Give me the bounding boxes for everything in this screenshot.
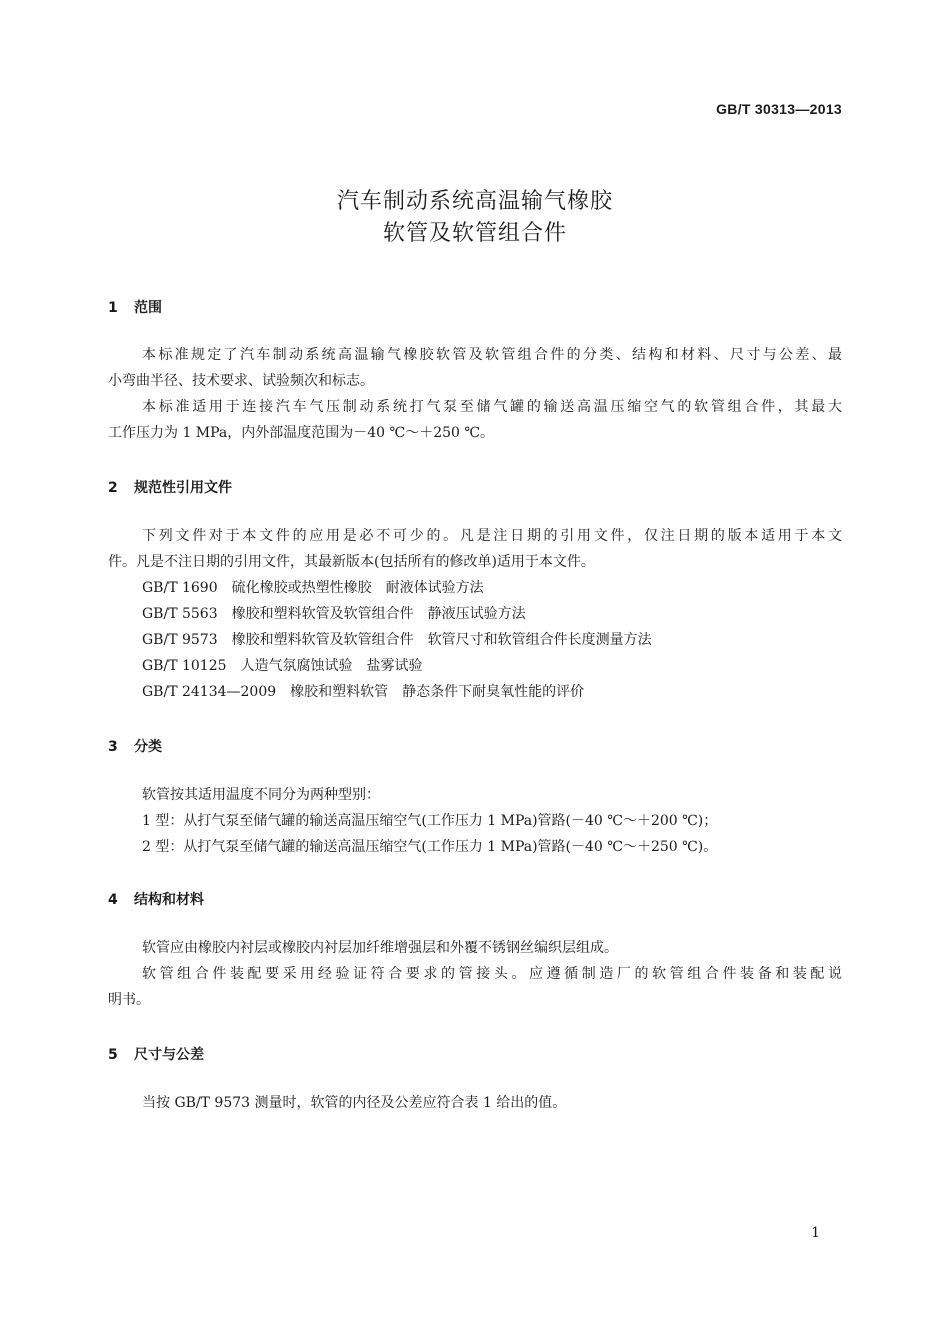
reference-title: 橡胶和塑料软管及软管组合件 静液压试验方法 xyxy=(231,606,526,622)
section-title: 规范性引用文件 xyxy=(134,480,232,496)
paragraph-line: 明书。 xyxy=(108,992,150,1008)
reference-code: GB/T 9573 xyxy=(142,632,218,648)
section-number: 2 xyxy=(108,480,118,496)
paragraph-line: 本标准适用于连接汽车气压制动系统打气泵至储气罐的输送高温压缩空气的软管组合件，其最大 xyxy=(142,399,842,415)
type-2-item: 2 型：从打气泵至储气罐的输送高温压缩空气(工作压力 1 MPa)管路(－40 ℃～＋250 ℃)。 xyxy=(142,839,718,855)
section-title: 分类 xyxy=(134,739,162,755)
section-number: 3 xyxy=(108,739,118,755)
reference-item xyxy=(142,605,526,623)
reference-title: 硫化橡胶或热塑性橡胶 耐液体试验方法 xyxy=(231,580,484,596)
section-2-heading xyxy=(108,477,232,497)
reference-code: GB/T 1690 xyxy=(142,580,218,596)
reference-item xyxy=(142,579,484,597)
page-number: 1 xyxy=(811,1225,820,1241)
section-title: 尺寸与公差 xyxy=(134,1047,204,1063)
type-1-item: 1 型：从打气泵至储气罐的输送高温压缩空气(工作压力 1 MPa)管路(－40 ℃～＋200 ℃)； xyxy=(142,813,718,829)
section-title: 结构和材料 xyxy=(134,892,204,908)
paragraph-line: 软管按其适用温度不同分为两种型别： xyxy=(142,787,380,803)
standard-code: GB/T 30313—2013 xyxy=(716,101,842,117)
paragraph-line: 小弯曲半径、技术要求、试验频次和标志。 xyxy=(108,373,374,389)
reference-title: 橡胶和塑料软管 静态条件下耐臭氧性能的评价 xyxy=(290,684,585,700)
reference-title: 橡胶和塑料软管及软管组合件 软管尺寸和软管组合件长度测量方法 xyxy=(231,632,652,648)
document-title-line-2: 软管及软管组合件 xyxy=(382,221,567,246)
paragraph-line: 当按 GB/T 9573 测量时，软管的内径及公差应符合表 1 给出的值。 xyxy=(142,1095,567,1111)
reference-item xyxy=(142,631,652,649)
paragraph-line: 软管应由橡胶内衬层或橡胶内衬层加纤维增强层和外覆不锈钢丝编织层组成。 xyxy=(142,940,618,956)
reference-code: GB/T 5563 xyxy=(142,606,218,622)
reference-code: GB/T 24134—2009 xyxy=(142,684,277,700)
section-5-heading xyxy=(108,1044,204,1064)
section-number: 5 xyxy=(108,1047,118,1063)
paragraph-line: 工作压力为 1 MPa，内外部温度范围为－40 ℃～＋250 ℃。 xyxy=(108,425,495,441)
reference-item xyxy=(142,657,423,675)
document-title-line-1: 汽车制动系统高温输气橡胶 xyxy=(336,189,613,214)
section-number: 1 xyxy=(108,300,118,316)
section-title: 范围 xyxy=(134,300,162,316)
paragraph-line: 软管组合件装配要采用经验证符合要求的管接头。应遵循制造厂的软管组合件装备和装配说 xyxy=(142,966,842,982)
paragraph-line: 下列文件对于本文件的应用是必不可少的。凡是注日期的引用文件，仅注日期的版本适用于本文 xyxy=(142,528,842,544)
reference-code: GB/T 10125 xyxy=(142,658,227,674)
reference-title: 人造气氛腐蚀试验 盐雾试验 xyxy=(240,658,423,674)
paragraph-line: 件。凡是不注日期的引用文件，其最新版本(包括所有的修改单)适用于本文件。 xyxy=(108,554,595,570)
section-4-heading xyxy=(108,889,204,909)
section-number: 4 xyxy=(108,892,118,908)
reference-item xyxy=(142,683,584,701)
paragraph-line: 本标准规定了汽车制动系统高温输气橡胶软管及软管组合件的分类、结构和材料、尺寸与公差、最 xyxy=(142,347,842,363)
section-1-heading xyxy=(108,297,162,317)
section-3-heading xyxy=(108,736,162,756)
